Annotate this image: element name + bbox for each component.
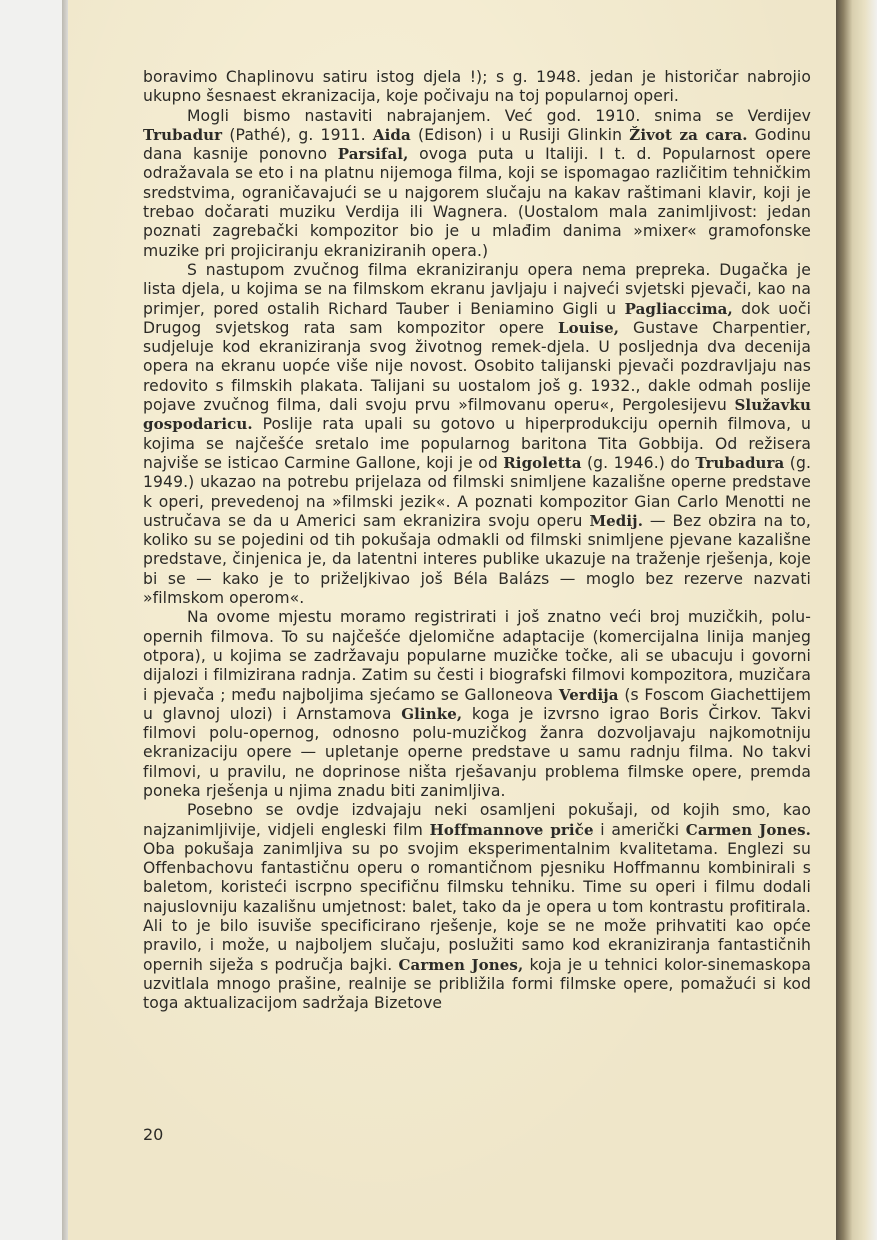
text-run: (g. 1949.) ukazao na potrebu prijelaza od filmski snimljene kazališne operne predstave k operi, prevedenoj na »filmski jezik«. A poznati kompozitor Gian Carlo Menotti ne ustručava se da u Americi sam ekranizira svoju operu — [143, 453, 811, 530]
page-number: 20 — [143, 1125, 164, 1144]
text-run: Oba pokušaja zanimljiva su po svojim eksperimentalnim kvalitetama. Englezi su Offenbachovu fantastičnu operu o romantičnom pjesniku Hoffmannu kombinirali s baletom, koristeći iscrpno specifičnu filmsku tehniku. Time su operi i filmu dodali najuslovniju kazališnu umjetnost: balet, tako da je opera u tom kontrastu profitirala. Ali to je bilo isuviše specificirano rješenje, koje se ne može prihvatiti kao opće pravilo, i može, u najboljem slučaju, poslužiti samo kod ekraniziranja fantastičnih opernih siježa s područja bajki. — [143, 839, 811, 974]
text-run: Na ovome mjestu moramo registrirati i još znatno veći broj muzičkih, polu-opernih filmova. To su najčešće djelomične adaptacije (komercijalna linija manjeg otpora), u kojima se zadržavaju popularne muzičke točke, ali se ubacuju i govorni dijalozi i filmizirana radnja. Zatim su česti i biografski filmovi kompozitora, muzičara i pjevača ; među najboljima sjećamo se Galloneova — [143, 608, 811, 704]
text-run: ovoga puta u Italiji. I t. d. Popularnost opere odražavala se eto i na platnu nijemoga filma, koji se ispomagao različitim tehničkim sredstvima, ograničavajući se u najgorem slučaju na kakav raštimani klavir, koji je trebao dočarati muziku Verdija ili Wagnera. (Uostalom mala zanimljivost: jedan poznati zagrebački kompozitor bio je u mlađim danima »mixer« gramofonske muzike pri projiciranju ekraniziranih opera.) — [143, 145, 811, 260]
page-edge — [836, 0, 877, 1240]
text-run: S nastupom zvučnog filma ekraniziranju opera nema prepreka. Dugačka je lista djela, u kojima se na filmskom ekranu javljaju i najveći svjetski pjevači, kao na primjer, pored ostalih Richard Tauber i Beniamino Gigli u — [143, 260, 811, 318]
bold-title: Louise, — [557, 318, 620, 337]
bold-title: Život za cara. — [629, 125, 748, 144]
bold-title: Trubadura — [695, 453, 785, 472]
bold-title: Hoffmannove priče — [429, 820, 594, 839]
paragraph — [143, 68, 811, 107]
text-run: — Bez obzira na to, koliko su se pojedini od tih pokušaja odmakli od filmski snimljene pjevane kazališne predstave, činjenica je, da latentni interes publike ukazuje na traženje rješenja, koje bi se — kako je to priželjkivao još Béla Balázs — moglo bez rezerve nazvati »filmskom operom«. — [143, 511, 811, 608]
text-run: (s Foscom Giachettijem u glavnoj ulozi) i Arnstamova — [143, 685, 811, 723]
text-run: Mogli bismo nastaviti nabrajanjem. Već god. 1910. snima se Verdijev — [187, 106, 811, 125]
paragraph — [143, 261, 811, 608]
bold-title: Trubadur — [143, 125, 223, 144]
text-run: Posebno se ovdje izdvajaju neki osamljeni pokušaji, od kojih smo, kao najzanimljivije, vidjeli engleski film — [143, 801, 811, 839]
text-run: (g. 1946.) do — [581, 453, 696, 472]
bold-title: Aida — [372, 125, 411, 144]
text-run: (Pathé), g. 1911. — [222, 125, 373, 144]
paragraph — [143, 608, 811, 801]
body-text — [143, 68, 811, 1014]
paragraph — [143, 801, 811, 1013]
text-run: i američki — [593, 820, 686, 839]
text-run: Godinu dana kasnije ponovno — [143, 125, 811, 164]
bold-title: Medij. — [589, 511, 644, 530]
text-run: Poslije rata upali su gotovo u hiperprodukciju opernih filmova, u kojima se najčešće sretalo ime popularnog baritona Tita Gobbija. Od režisera najviše se isticao Carmine Gallone, koji je od — [143, 415, 811, 472]
bold-title: Služavku gospodaricu. — [143, 396, 811, 434]
text-run: dok uoči Drugog svjetskog rata sam kompozitor opere — [143, 299, 811, 337]
bold-title: Verdija — [558, 685, 619, 704]
text-run: koja je u tehnici kolor-sinemaskopa uzvitlala mnogo prašine, realnije se približila formi filmske opere, pomažući si kod toga aktualizacijom sadržaja Bizetove — [143, 955, 811, 1013]
text-run: koga je izvrsno igrao Boris Čirkov. Takvi filmovi polu-opernog, odnosno polu-muzičkog žanra dozvoljavaju najkomotniju ekranizaciju opere — upletanje operne predstave u samu radnju filma. No takvi filmovi, u pravilu, ne doprinose ništa rješavanju problema filmske opere, premda poneka rješenja u njima znadu biti zanimljiva. — [143, 704, 811, 800]
bold-title: Glinke, — [401, 704, 463, 723]
paragraph — [143, 107, 811, 261]
bold-title: Carmen Jones, — [398, 955, 524, 974]
bold-title: Carmen Jones. — [685, 820, 811, 839]
bold-title: Parsifal, — [337, 145, 409, 164]
text-run: (Edison) i u Rusiji Glinkin — [410, 125, 630, 144]
text-run: Gustave Charpentier, sudjeluje kod ekraniziranja svog životnog remek-djela. U posljednja dva decenija opera na ekranu uopće više nije novost. Osobito talijanski pjevači pozdravljaju nas redovito s filmskih plakata. Talijani su uostalom još g. 1932., dakle odmah poslije pojave zvučnog filma, dali svoju prvu »filmovanu operu«, Pergolesijevu — [143, 318, 811, 415]
bold-title: Pagliaccima, — [624, 299, 733, 318]
bold-title: Rigoletta — [503, 453, 582, 472]
text-run: boravimo Chaplinovu satiru istog djela !); s g. 1948. jedan je historičar nabrojio ukupno šesnaest ekranizacija, koje počivaju na toj popularnoj operi. — [143, 68, 811, 106]
